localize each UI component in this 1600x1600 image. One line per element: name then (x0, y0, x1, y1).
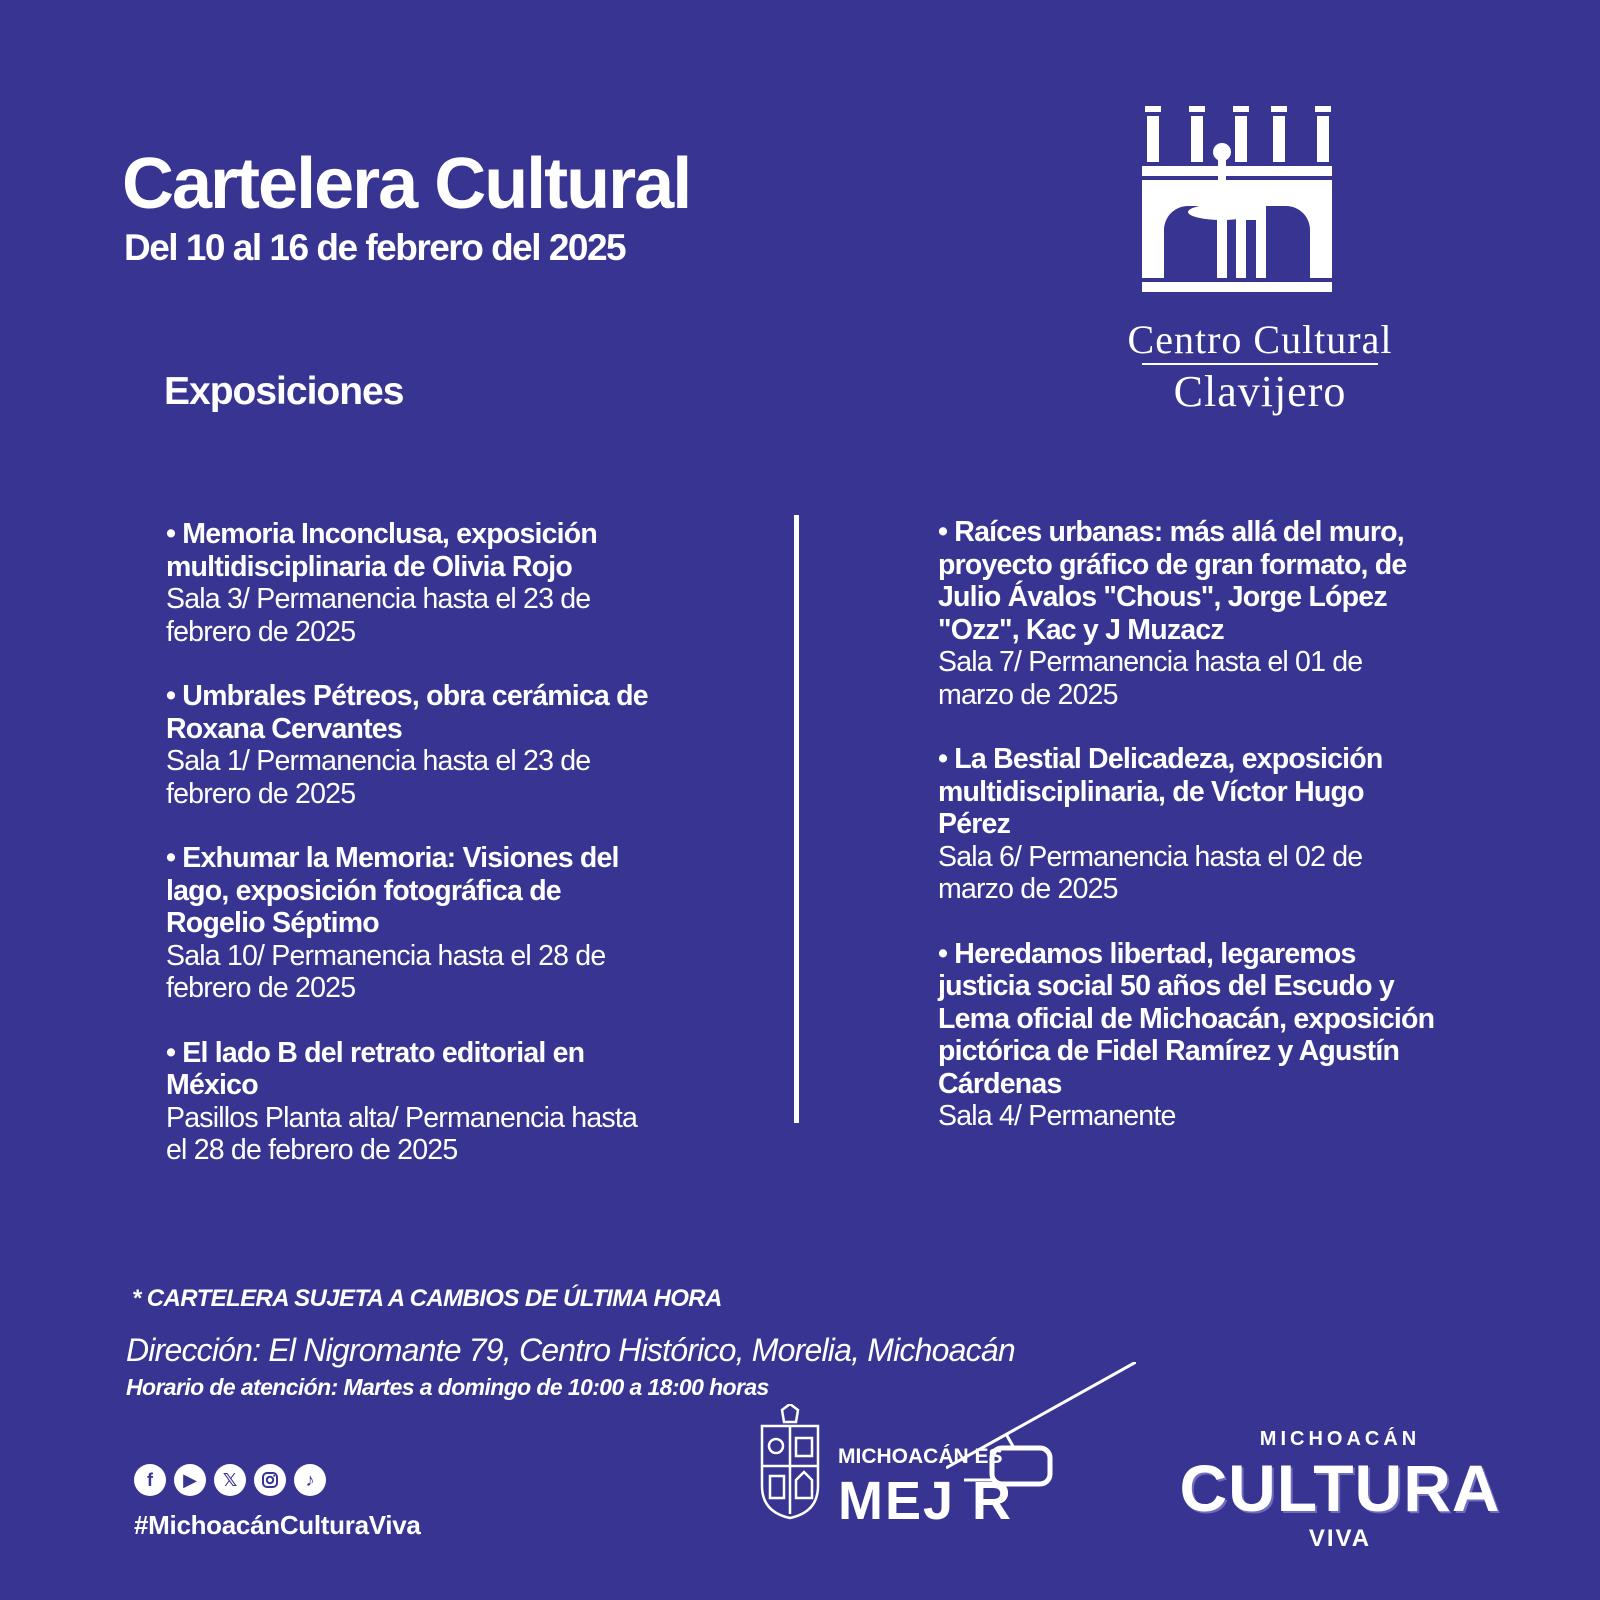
social-icons (134, 1464, 326, 1496)
exhibition-item (938, 516, 1438, 711)
clavijero-building-icon (1060, 100, 1460, 310)
opening-hours: Horario de atención: Martes a domingo de 10:00 a 18:00 horas (126, 1374, 769, 1400)
exhibition-item (166, 1037, 656, 1167)
exhibition-title: • Heredamos libertad, legaremos justicia social 50 años del Escudo y Lema oficial de Michoacán, exposición pictórica de Fidel Ramírez y Agustín Cárdenas (938, 937, 1435, 1100)
hashtag: #MichoacánCulturaViva (134, 1510, 421, 1540)
exhibitions-right-column (938, 516, 1438, 1165)
exhibition-item (166, 842, 656, 1005)
schedule-change-notice: * CARTELERA SUJETA A CAMBIOS DE ÚLTIMA HORA (132, 1285, 722, 1312)
exhibition-title: • La Bestial Delicadeza, exposición multidisciplinaria, de Víctor Hugo Pérez (938, 743, 1383, 840)
exhibition-detail: Sala 3/ Permanencia hasta el 23 de febrero de 2025 (166, 583, 591, 648)
exhibition-item (166, 680, 656, 810)
exhibition-detail: Sala 6/ Permanencia hasta el 02 de marzo de 2025 (938, 840, 1363, 905)
facebook-icon[interactable]: f (134, 1464, 166, 1496)
exhibition-title: • El lado B del retrato editorial en México (166, 1036, 585, 1101)
michoacan-coat-of-arms-icon (756, 1404, 824, 1522)
exhibition-detail: Sala 7/ Permanencia hasta el 01 de marzo de 2025 (938, 646, 1363, 711)
logo-line-centro-cultural: Centro Cultural (1127, 317, 1393, 362)
exhibition-detail: Sala 1/ Permanencia hasta el 23 de febrero de 2025 (166, 745, 591, 810)
section-heading: Exposiciones (164, 370, 404, 413)
exhibition-title: • Raíces urbanas: más allá del muro, proyecto gráfico de gran formato, de Julio Ávalos "Chous", Jorge López "Ozz", Kac y J Muzacz (938, 516, 1407, 646)
exhibition-detail: Sala 4/ Permanente (938, 1100, 1176, 1132)
logo-divider (1142, 363, 1378, 365)
michoacan-cultura-viva-logo (1170, 1427, 1510, 1557)
logo-line-mejor: MEJ R (838, 1471, 1014, 1531)
logo-line-michoacan-es: MICHOACÁN ES (838, 1445, 1003, 1468)
exhibition-title: • Exhumar la Memoria: Visiones del lago, exposición fotográfica de Rogelio Séptimo (166, 842, 619, 939)
address: Dirección: El Nigromante 79, Centro Histórico, Morelia, Michoacán (126, 1332, 1015, 1368)
column-divider (794, 515, 799, 1123)
exhibition-item (166, 518, 656, 648)
exhibition-detail: Sala 10/ Permanencia hasta el 28 de febrero de 2025 (166, 939, 606, 1004)
cable-car-icon (946, 1362, 1136, 1492)
exhibition-item (938, 938, 1438, 1133)
centro-cultural-clavijero-logo (1060, 100, 1460, 430)
michoacan-es-mejor-logo (756, 1392, 1136, 1542)
x-icon[interactable]: 𝕏 (214, 1464, 246, 1496)
exhibition-item (938, 743, 1438, 906)
exhibition-title: • Memoria Inconclusa, exposición multidisciplinaria de Olivia Rojo (166, 518, 597, 583)
exhibition-title: • Umbrales Pétreos, obra cerámica de Roxana Cervantes (166, 680, 648, 745)
date-range: Del 10 al 16 de febrero del 2025 (124, 227, 626, 268)
logo-line-viva: VIVA (1308, 1525, 1372, 1552)
instagram-icon[interactable] (254, 1464, 286, 1496)
youtube-icon[interactable]: ▶ (174, 1464, 206, 1496)
page-title: Cartelera Cultural (122, 144, 691, 224)
logo-line-michoacan: MICHOACÁN (1259, 1428, 1421, 1450)
logo-line-cultura: CULTURA (1179, 1451, 1501, 1525)
exhibition-detail: Pasillos Planta alta/ Permanencia hasta el 28 de febrero de 2025 (166, 1101, 638, 1166)
logo-line-clavijero: Clavijero (1173, 367, 1347, 416)
exhibitions-left-column (166, 518, 656, 1199)
tiktok-icon[interactable]: ♪ (294, 1464, 326, 1496)
